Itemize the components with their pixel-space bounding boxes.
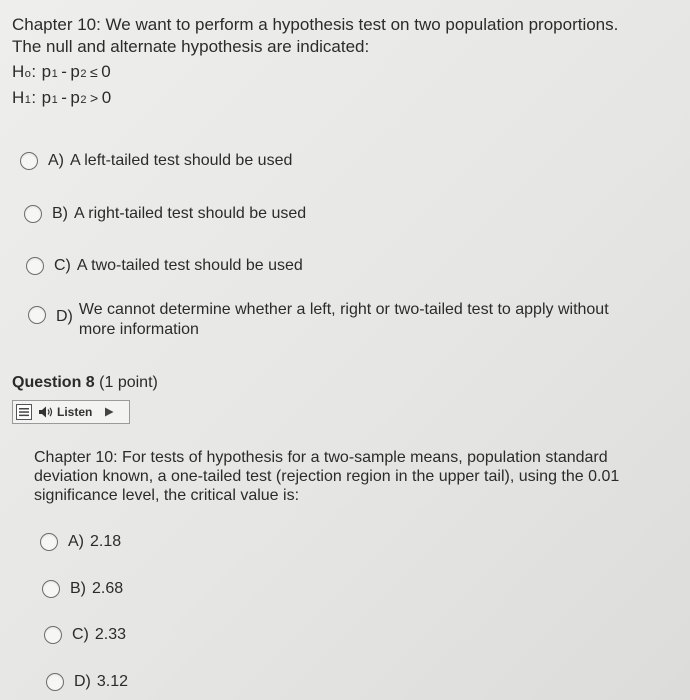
option-letter: D) [74,673,91,690]
q8-option-a[interactable] [40,533,121,551]
option-letter: A) [68,533,84,550]
option-text: A two-tailed test should be used [76,257,303,274]
q7-option-c[interactable] [26,257,303,275]
radio-icon[interactable] [28,306,46,324]
option-text: We cannot determine whether a left, right or two-tailed test to apply without more information [78,301,609,338]
option-letter: C) [54,257,71,274]
speaker-icon [38,405,54,419]
option-letter: D) [56,308,73,325]
option-text: 2.68 [92,580,124,597]
listen-button[interactable] [12,400,130,424]
question-8-prompt [34,448,664,505]
option-text: A left-tailed test should be used [70,152,293,169]
alternate-hypothesis: H 1 : p 1 - p 2 > 0 [12,88,112,107]
option-text: A right-tailed test should be used [74,205,307,222]
prompt-line: Chapter 10: We want to perform a hypothesis test on two population proportions. [12,15,619,34]
prompt-line: significance level, the critical value is: [34,487,300,504]
option-letter: B) [52,205,68,222]
option-letter: C) [72,626,89,643]
q7-option-a[interactable] [20,152,292,170]
question-8-header [12,374,158,392]
null-hypothesis: H o : p 1 - p 2 ≤ 0 [12,62,112,81]
option-text: 2.18 [90,533,122,550]
radio-icon[interactable] [44,626,62,644]
question-7-prompt [12,14,682,58]
radio-icon[interactable] [46,673,64,691]
prompt-line: deviation known, a one-tailed test (rejection region in the upper tail), using the 0.01 [34,468,620,485]
q8-option-c[interactable] [44,626,126,644]
q7-option-d[interactable] [28,300,609,340]
q7-option-b[interactable] [24,205,306,223]
radio-icon[interactable] [40,533,58,551]
listen-label: Listen [57,405,93,419]
prompt-line: Chapter 10: For tests of hypothesis for a two-sample means, population standard [34,449,608,466]
option-letter: B) [70,580,86,597]
radio-icon[interactable] [42,580,60,598]
option-text: 2.33 [94,626,127,643]
question-title: Question 8 [12,374,95,391]
radio-icon[interactable] [26,257,44,275]
prompt-line: The null and alternate hypothesis are indicated: [12,37,370,56]
q8-option-d[interactable] [46,673,128,691]
menu-icon[interactable] [16,404,32,420]
play-icon[interactable] [104,407,114,417]
radio-icon[interactable] [24,205,42,223]
question-points: (1 point) [99,374,158,391]
radio-icon[interactable] [20,152,38,170]
option-text: 3.12 [96,673,129,690]
option-letter: A) [48,152,64,169]
q8-option-b[interactable] [42,580,123,598]
